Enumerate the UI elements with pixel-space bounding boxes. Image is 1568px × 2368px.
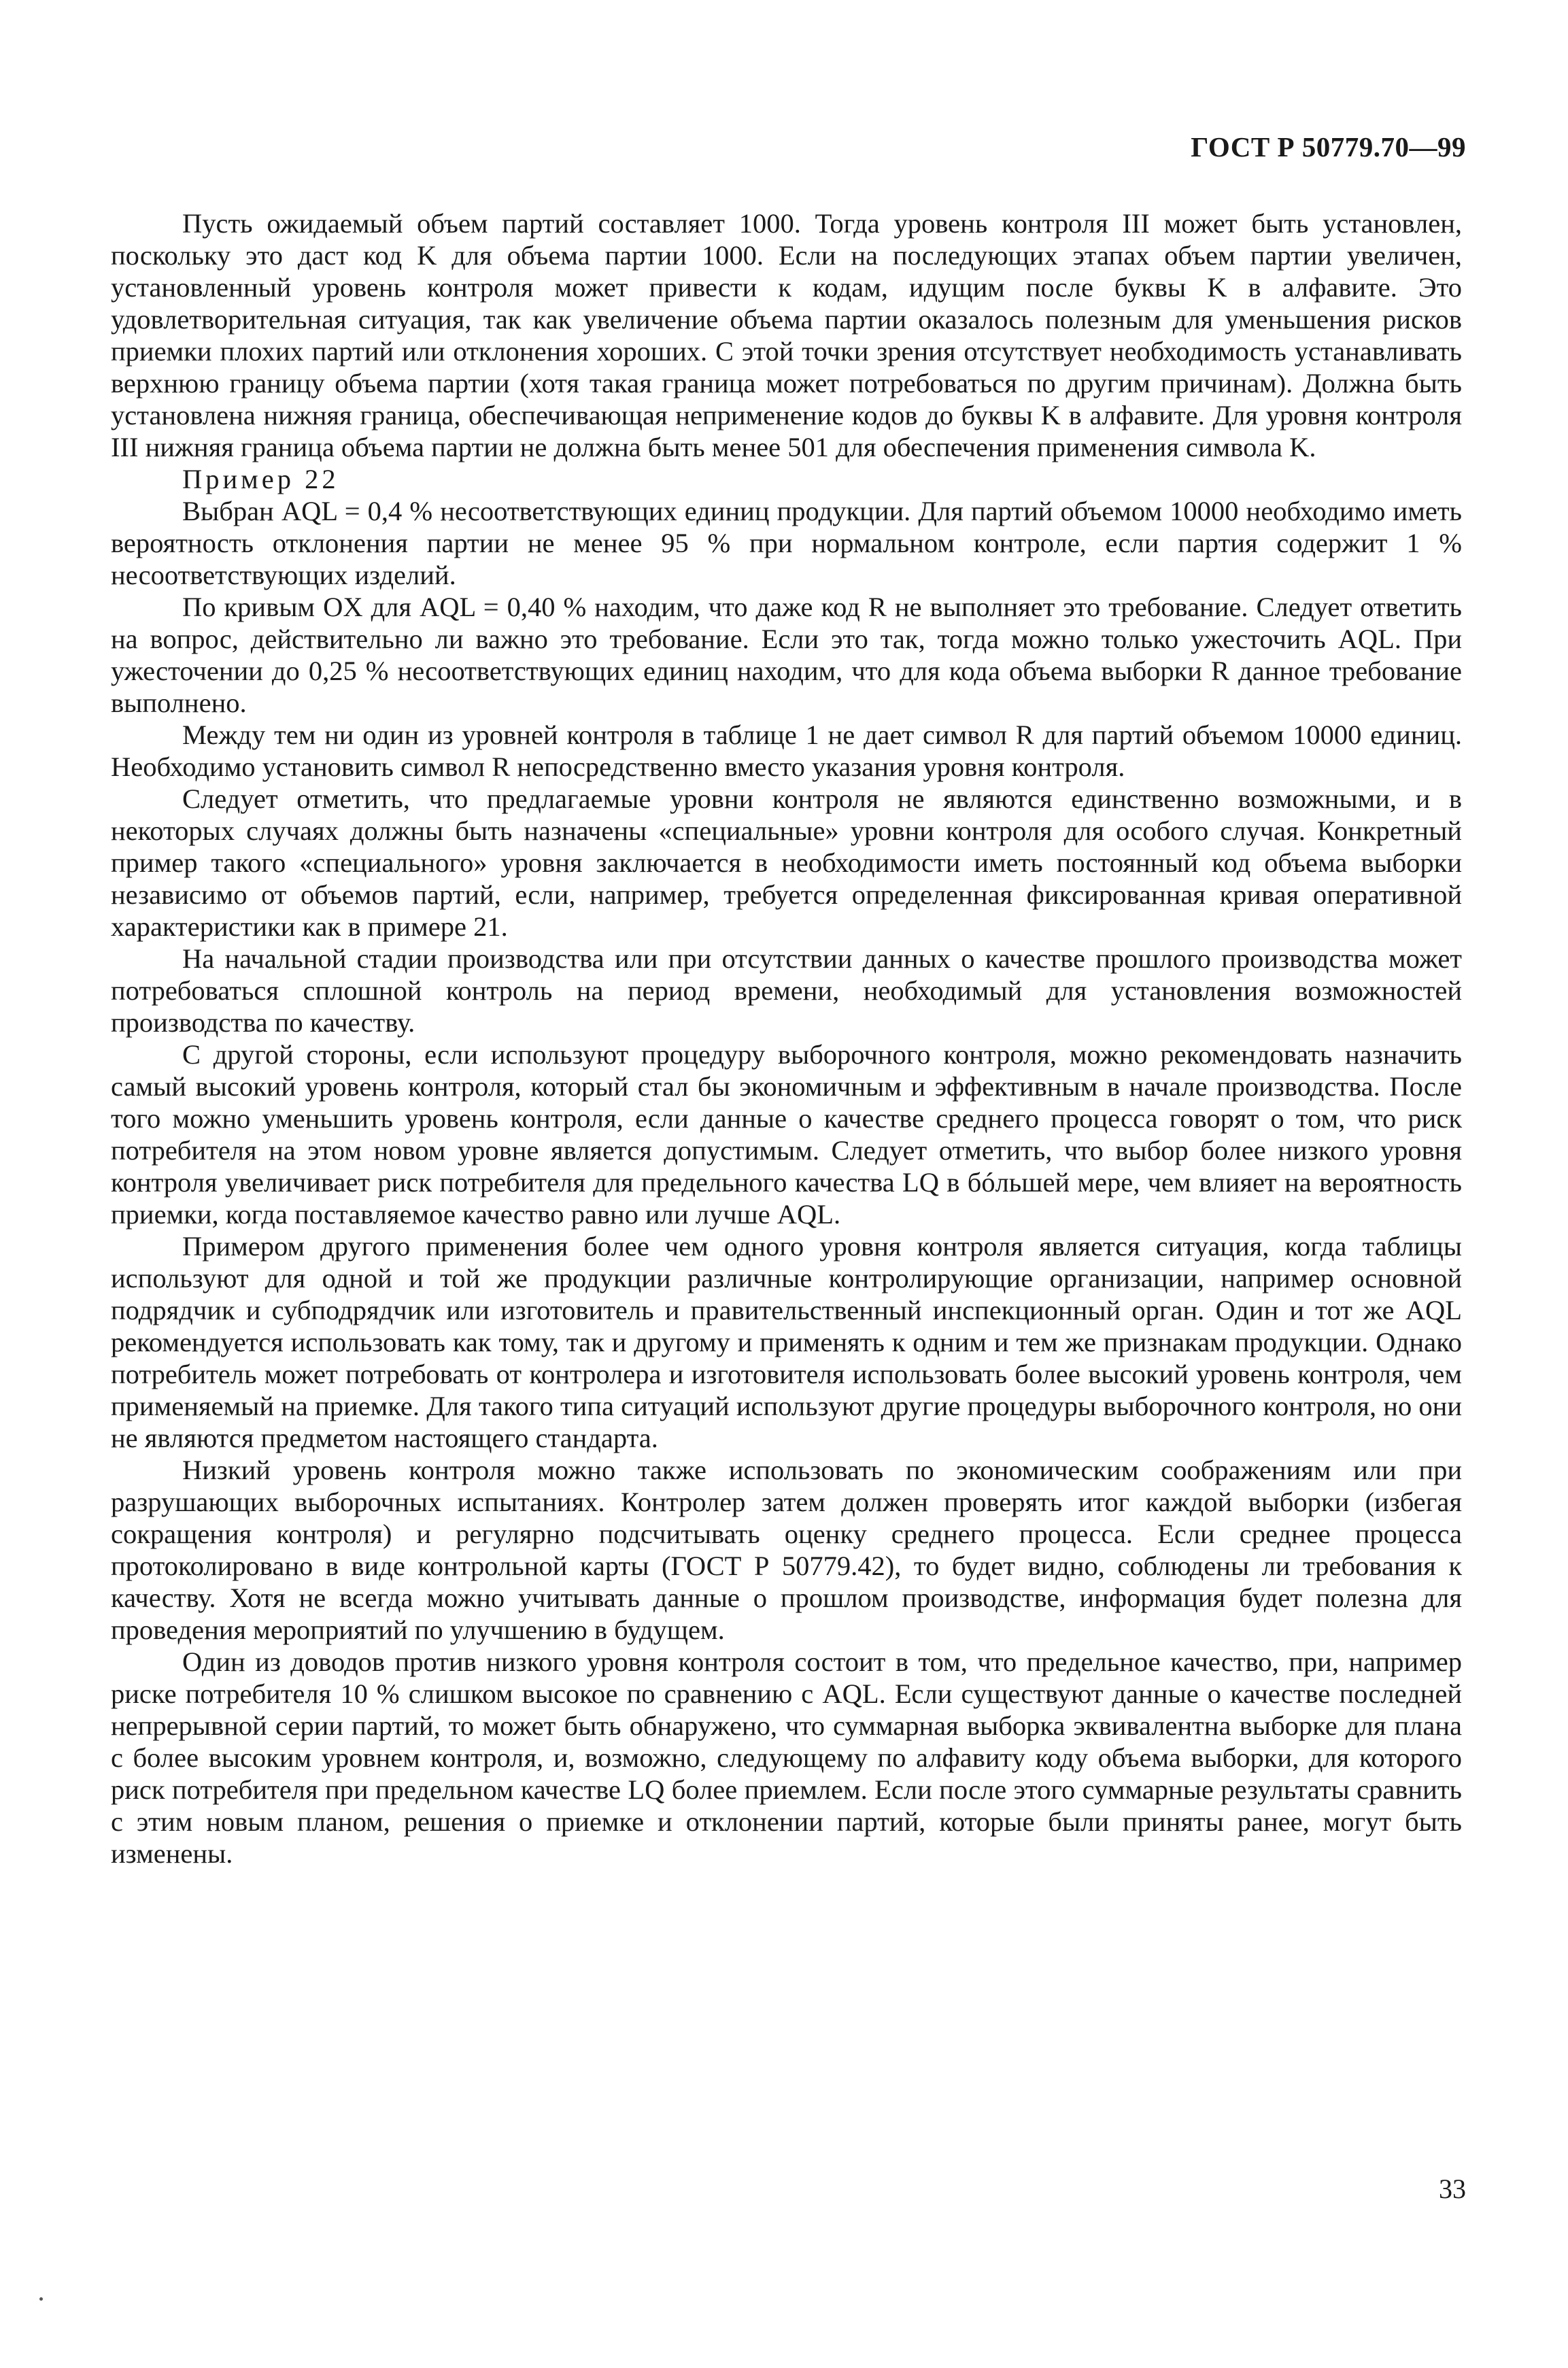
paragraph: Следует отметить, что предлагаемые уровни контроля не являются единственно возможными, и в некоторых случаях должны быть назначены «специальные» уровни контроля для особого случая. Конкретный пример такого «специального» уровня заключается в необходимости иметь постоянный код объема выборки независимо от объемов партий, если, например, требуется определенная фиксированная кривая оперативной характеристики как в примере 21.: [111, 783, 1462, 942]
scan-speck: [39, 2297, 43, 2301]
paragraph: На начальной стадии производства или при отсутствии данных о качестве прошлого производства может потребоваться сплошной контроль на период времени, необходимый для установления возможностей производства по качеству.: [111, 943, 1462, 1038]
example-heading: Пример 22: [182, 464, 339, 494]
paragraph: Пусть ожидаемый объем партий составляет 1000. Тогда уровень контроля III может быть установлен, поскольку это даст код K для объема партии 1000. Если на последующих этапах объем партии увеличен, установленный уровень контроля может привести к кодам, идущим после буквы K в алфавите. Это удовлетворительная ситуация, так как увеличение объема партии оказалось полезным для уменьшения рисков приемки плохих партий или отклонения хороших. С этой точки зрения отсутствует необходимость устанавливать верхнюю границу объема партии (хотя такая граница может потребоваться по другим причинам). Должна быть установлена нижняя граница, обеспечивающая неприменение кодов до буквы K в алфавите. Для уровня контроля III нижняя граница объема партии не должна быть менее 501 для обеспечения применения символа K.: [111, 208, 1462, 462]
paragraph: Примером другого применения более чем одного уровня контроля является ситуация, когда таблицы используют для одной и той же продукции различные контролирующие организации, например основной подрядчик и субподрядчик или изготовитель и правительственный инспекционный орган. Один и тот же AQL рекомендуется использовать как тому, так и другому и применять к одним и тем же признакам продукции. Однако потребитель может потребовать от контролера и изготовителя использовать более высокий уровень контроля, чем применяемый на приемке. Для такого типа ситуаций используют другие процедуры выборочного контроля, но они не являются предметом настоящего стандарта.: [111, 1231, 1462, 1453]
paragraph: По кривым OX для AQL = 0,40 % находим, что даже код R не выполняет это требование. Следует ответить на вопрос, действительно ли важно это требование. Если это так, тогда можно только ужесточить AQL. При ужесточении до 0,25 % несоответствующих единиц находим, что для кода объема выборки R данное требование выполнено.: [111, 592, 1462, 718]
page-number: 33: [1439, 2174, 1466, 2204]
document-body: [111, 207, 1462, 1870]
paragraph: Выбран AQL = 0,4 % несоответствующих единиц продукции. Для партий объемом 10000 необходимо иметь вероятность отклонения партии не менее 95 % при нормальном контроле, если партия содержит 1 % несоответствующих изделий.: [111, 496, 1462, 590]
paragraph: Один из доводов против низкого уровня контроля состоит в том, что предельное качество, при, например риске потребителя 10 % слишком высокое по сравнению с AQL. Если существуют данные о качестве последней непрерывной серии партий, то может быть обнаружено, что суммарная выборка эквивалентна выборке для плана с более высоким уровнем контроля, и, возможно, следующему по алфавиту коду объема выборки, для которого риск потребителя при предельном качестве LQ более приемлем. Если после этого суммарные результаты сравнить с этим новым планом, решения о приемке и отклонении партий, которые были приняты ранее, могут быть изменены.: [111, 1646, 1462, 1869]
paragraph: С другой стороны, если используют процедуру выборочного контроля, можно рекомендовать назначить самый высокий уровень контроля, который стал бы экономичным и эффективным в начале производства. После того можно уменьшить уровень контроля, если данные о качестве среднего процесса говорят о том, что риск потребителя на этом новом уровне является допустимым. Следует отметить, что выбор более низкого уровня контроля увеличивает риск потребителя для предельного качества LQ в бóльшей мере, чем влияет на вероятность приемки, когда поставляемое качество равно или лучше AQL.: [111, 1039, 1462, 1230]
paragraph: Между тем ни один из уровней контроля в таблице 1 не дает символ R для партий объемом 10000 единиц. Необходимо установить символ R непосредственно вместо указания уровня контроля.: [111, 720, 1462, 782]
standard-code-header: ГОСТ Р 50779.70—99: [1191, 131, 1466, 163]
paragraph: Низкий уровень контроля можно также использовать по экономическим соображениям или при разрушающих выборочных испытаниях. Контролер затем должен проверять итог каждой выборки (избегая сокращения контроля) и регулярно подсчитывать оценку среднего процесса. Если среднее процесса протоколировано в виде контрольной карты (ГОСТ Р 50779.42), то будет видно, соблюдены ли требования к качеству. Хотя не всегда можно учитывать данные о прошлом производстве, информация будет полезна для проведения мероприятий по улучшению в будущем.: [111, 1455, 1462, 1645]
